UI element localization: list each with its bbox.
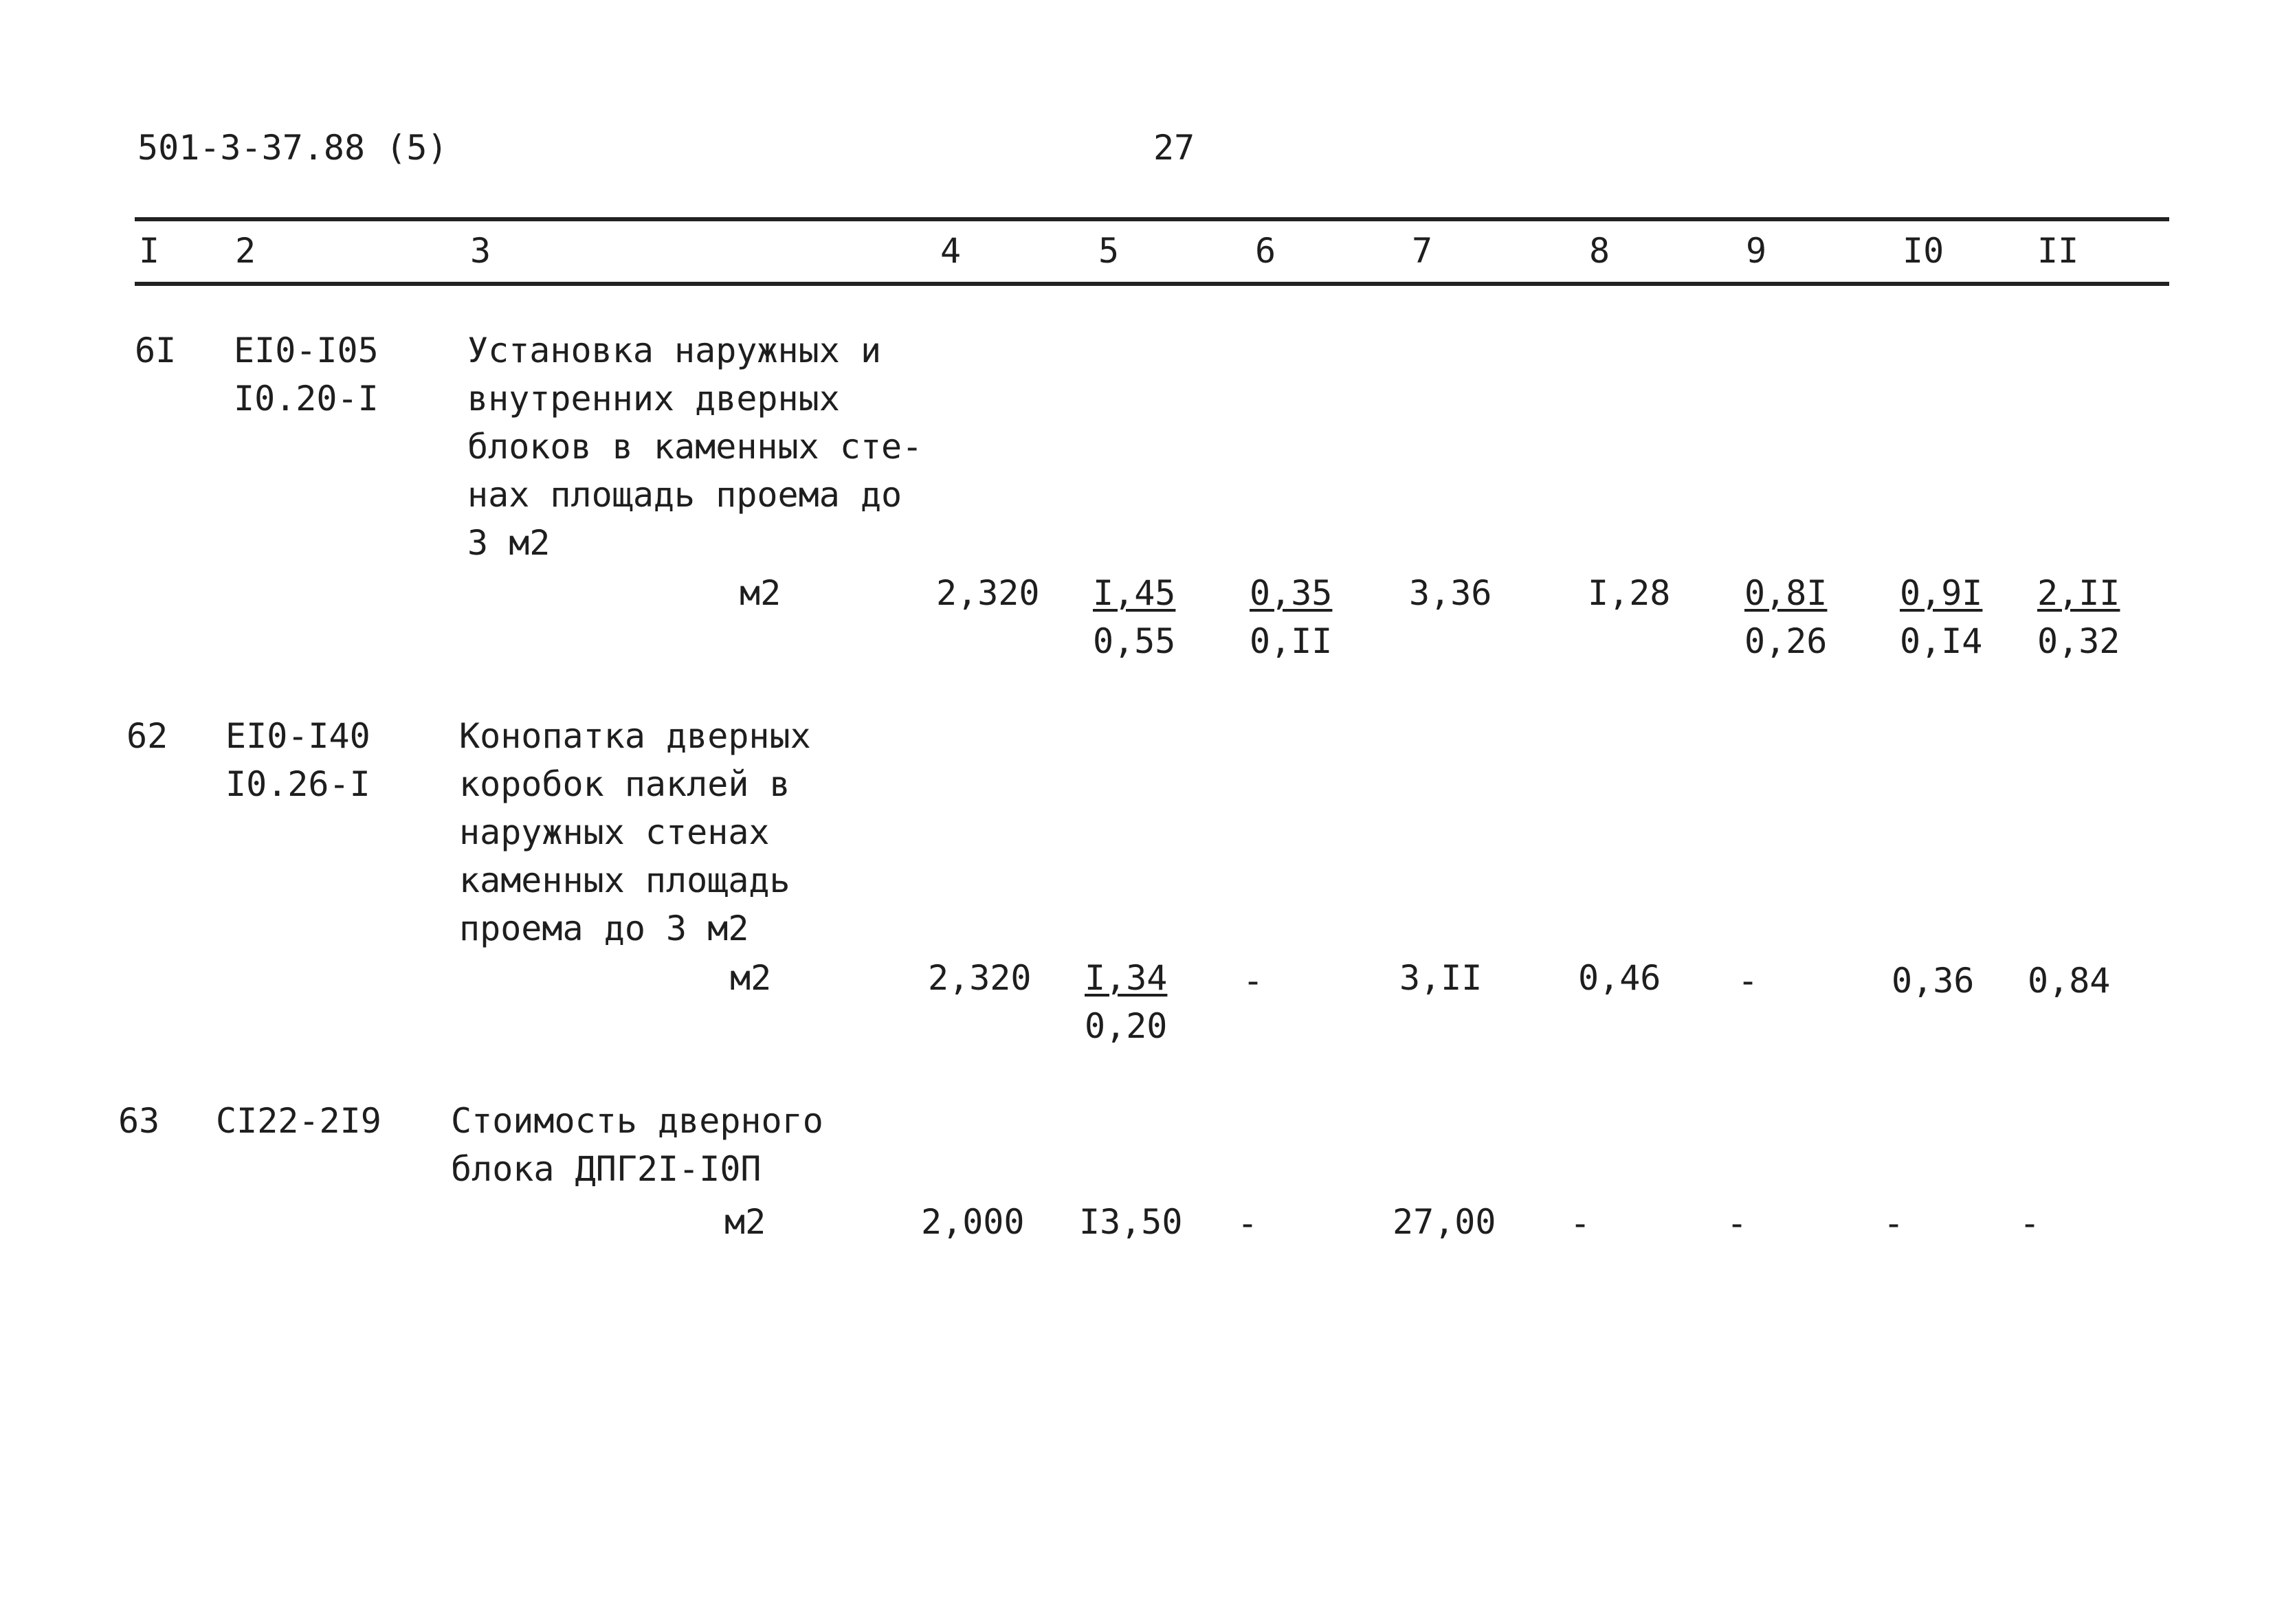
col11-value-top: 2,II xyxy=(2037,573,2120,613)
col5-value: I3,50 xyxy=(1079,1202,1183,1242)
col5-value-bottom: 0,55 xyxy=(1093,621,1176,661)
col7-value: 27,00 xyxy=(1393,1202,1496,1242)
column-header: 9 xyxy=(1746,231,1767,271)
norm-code: EI0-I05 xyxy=(234,331,379,370)
work-description: Стоимость дверного блока ДПГ2I-I0П xyxy=(451,1101,823,1189)
col5-value-bottom: 0,20 xyxy=(1085,1006,1168,1046)
unit: м2 xyxy=(740,573,781,613)
col10-value: - xyxy=(1883,1203,1905,1243)
unit: м2 xyxy=(730,958,772,998)
col9-value-top: 0,8I xyxy=(1744,573,1828,613)
quantity: 2,000 xyxy=(921,1202,1025,1242)
col8-value: 0,46 xyxy=(1578,958,1661,998)
col6-value-top: 0,35 xyxy=(1250,573,1333,613)
norm-code-secondary: I0.20-I xyxy=(234,379,379,419)
norm-code: CI22-2I9 xyxy=(216,1101,381,1141)
page-number: 27 xyxy=(1153,128,1195,168)
norm-code-secondary: I0.26-I xyxy=(225,764,370,804)
col10-value-bottom: 0,I4 xyxy=(1900,621,1983,661)
document-code: 501-3-37.88 (5) xyxy=(137,128,448,168)
column-header: II xyxy=(2037,231,2079,271)
column-header: I xyxy=(139,231,160,271)
table-header-rule xyxy=(135,282,2169,286)
col9-value-bottom: 0,26 xyxy=(1744,621,1828,661)
column-header: I0 xyxy=(1903,231,1944,271)
column-header: 4 xyxy=(940,231,962,271)
col6-value: - xyxy=(1243,961,1264,1001)
quantity: 2,320 xyxy=(928,958,1032,998)
column-header: 6 xyxy=(1255,231,1276,271)
column-header: 3 xyxy=(470,231,491,271)
col7-value: 3,II xyxy=(1399,958,1483,998)
col6-value-bottom: 0,II xyxy=(1250,621,1333,661)
column-header: 2 xyxy=(235,231,256,271)
work-description: Установка наружных и внутренних дверных блоков в каменных сте- нах площадь проема до 3 м2 xyxy=(467,331,923,563)
col5-value-top: I,45 xyxy=(1093,573,1176,613)
col11-value: - xyxy=(2019,1203,2041,1243)
column-header: 5 xyxy=(1098,231,1120,271)
quantity: 2,320 xyxy=(936,573,1040,613)
col9-value: - xyxy=(1738,961,1759,1001)
col10-value: 0,36 xyxy=(1892,961,1975,1001)
col5-value-top: I,34 xyxy=(1085,958,1168,998)
unit: м2 xyxy=(724,1202,766,1242)
norm-code: EI0-I40 xyxy=(225,716,370,756)
table-top-rule xyxy=(135,217,2169,221)
col9-value: - xyxy=(1727,1203,1748,1243)
col8-value: I,28 xyxy=(1588,573,1671,613)
col11-value-bottom: 0,32 xyxy=(2037,621,2120,661)
col6-value: - xyxy=(1237,1203,1259,1243)
col7-value: 3,36 xyxy=(1409,573,1492,613)
work-description: Конопатка дверных коробок паклей в наружных стенах каменных площадь проема до 3 м2 xyxy=(459,716,811,948)
col11-value: 0,84 xyxy=(2028,961,2111,1001)
column-header: 7 xyxy=(1412,231,1433,271)
row-number: 6I xyxy=(135,331,177,370)
column-header: 8 xyxy=(1589,231,1610,271)
col8-value: - xyxy=(1570,1203,1591,1243)
col10-value-top: 0,9I xyxy=(1900,573,1983,613)
row-number: 63 xyxy=(118,1101,160,1141)
row-number: 62 xyxy=(126,716,168,756)
